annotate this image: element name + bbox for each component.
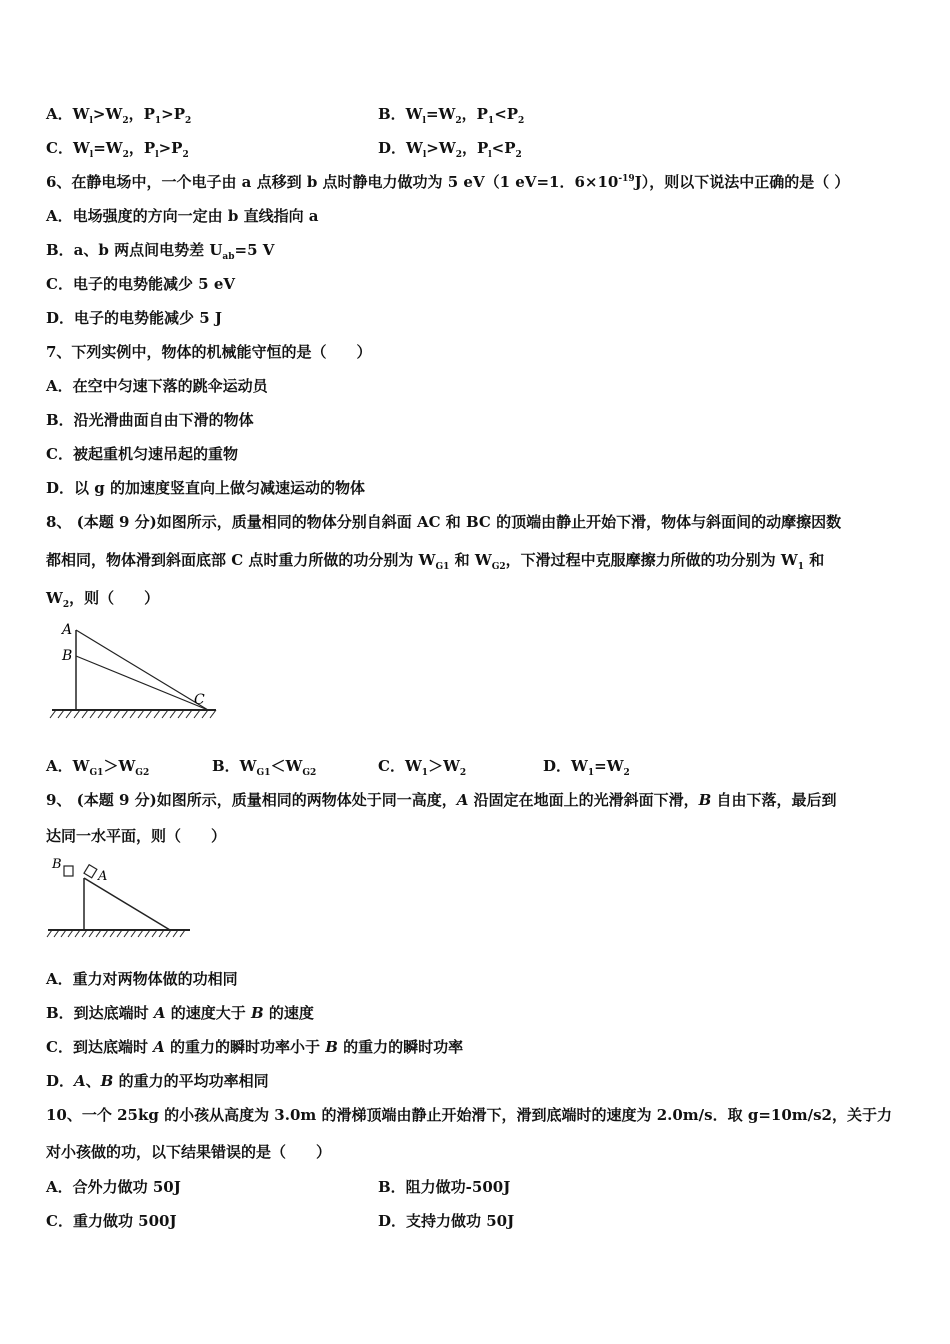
- q9-stem-line-2: 达同一水平面，则（ ）: [46, 827, 227, 845]
- q8-stem-line-2: 都相同，物体滑到斜面底部 C 点时重力所做的功分别为 $W_{G1}$ 和 $W_{G2}$，下滑过程中克服摩擦力所做的功分别为 $W_1$ 和: [46, 551, 825, 572]
- q10-option-b: B．阻力做功-500J: [378, 1178, 511, 1196]
- q9-option-c: C．到达底端时 A 的重力的瞬时功率小于 B 的重力的瞬时功率: [46, 1038, 464, 1056]
- q6-option-b: B．a、b 两点间电势差 $U_{ab}=5$ V: [46, 241, 275, 262]
- q10-option-d: D．支持力做功 50J: [378, 1212, 515, 1230]
- q8-option-a: A．$W_{G1}>W_{G2}$: [46, 757, 150, 778]
- block-a: [84, 865, 97, 878]
- q7-option-d: D．以 g 的加速度竖直向上做匀减速运动的物体: [46, 479, 365, 497]
- q8-option-c: C．$W_1>W_2$: [378, 757, 467, 778]
- q6-option-d: D．电子的电势能减少 5 J: [46, 309, 222, 327]
- q5-option-b: B．$W_l=W_2$，$P_1<P_2$: [378, 105, 525, 126]
- q5-option-a: A．$W_l>W_2$，$P_1>P_2$: [46, 105, 192, 126]
- q9-slope-figure: [46, 852, 196, 944]
- block-b: [64, 866, 73, 876]
- q8-stem-line-3: $W_2$，则（ ）: [46, 589, 160, 610]
- label-c: C: [194, 692, 205, 708]
- q6-option-a: A．电场强度的方向一定由 b 直线指向 a: [46, 207, 319, 225]
- label-a: A: [98, 869, 108, 884]
- q7-option-c: C．被起重机匀速吊起的重物: [46, 445, 238, 463]
- q9-stem-line-1: 9、 (本题 9 分)如图所示，质量相同的两物体处于同一高度，A 沿固定在地面上的光滑斜面下滑，B 自由下落，最后到: [46, 791, 837, 809]
- label-b: B: [52, 857, 62, 872]
- q10-option-c: C．重力做功 500J: [46, 1212, 177, 1230]
- q8-incline-figure: [46, 618, 226, 728]
- q6-stem: 6、在静电场中，一个电子由 a 点移到 b 点时静电力做功为 5 eV（1 eV=1．$6\times 10^{-19}J$），则以下说法中正确的是（ ）: [46, 173, 850, 191]
- q10-stem-line-1: 10、一个 25kg 的小孩从高度为 3.0m 的滑梯顶端由静止开始滑下，滑到底端时的速度为 2.0m/s．取 g=10m/s2，关于力: [46, 1106, 892, 1124]
- q5-option-d: D．$W_l>W_2$，$P_l<P_2$: [378, 139, 522, 160]
- q7-option-a: A．在空中匀速下落的跳伞运动员: [46, 377, 268, 395]
- q10-option-a: A．合外力做功 50J: [46, 1178, 181, 1196]
- q7-stem: 7、下列实例中，物体的机械能守恒的是（ ）: [46, 343, 372, 361]
- q8-stem-line-1: 8、 (本题 9 分)如图所示，质量相同的物体分别自斜面 AC 和 BC 的顶端由静止开始下滑，物体与斜面间的动摩擦因数: [46, 513, 842, 531]
- q9-option-d: D．A、B 的重力的平均功率相同: [46, 1072, 269, 1090]
- ground-hatching: [50, 710, 216, 718]
- q10-stem-line-2: 对小孩做的功，以下结果错误的是（ ）: [46, 1143, 332, 1161]
- incline-bc: [76, 656, 208, 710]
- label-b: B: [62, 648, 73, 664]
- q8-option-b: B．$W_{G1}<W_{G2}$: [212, 757, 317, 778]
- incline-ac: [76, 630, 208, 710]
- q9-option-a: A．重力对两物体做的功相同: [46, 970, 238, 988]
- q6-option-c: C．电子的电势能减少 5 eV: [46, 275, 236, 293]
- q7-option-b: B．沿光滑曲面自由下滑的物体: [46, 411, 254, 429]
- slope-incline: [84, 878, 170, 930]
- q8-option-d: D．$W_1=W_2$: [543, 757, 630, 778]
- ground-hatching: [47, 930, 185, 937]
- q9-option-b: B．到达底端时 A 的速度大于 B 的速度: [46, 1004, 314, 1022]
- label-a: A: [62, 622, 73, 638]
- q5-option-c: C．$W_l=W_2$，$P_l>P_2$: [46, 139, 189, 160]
